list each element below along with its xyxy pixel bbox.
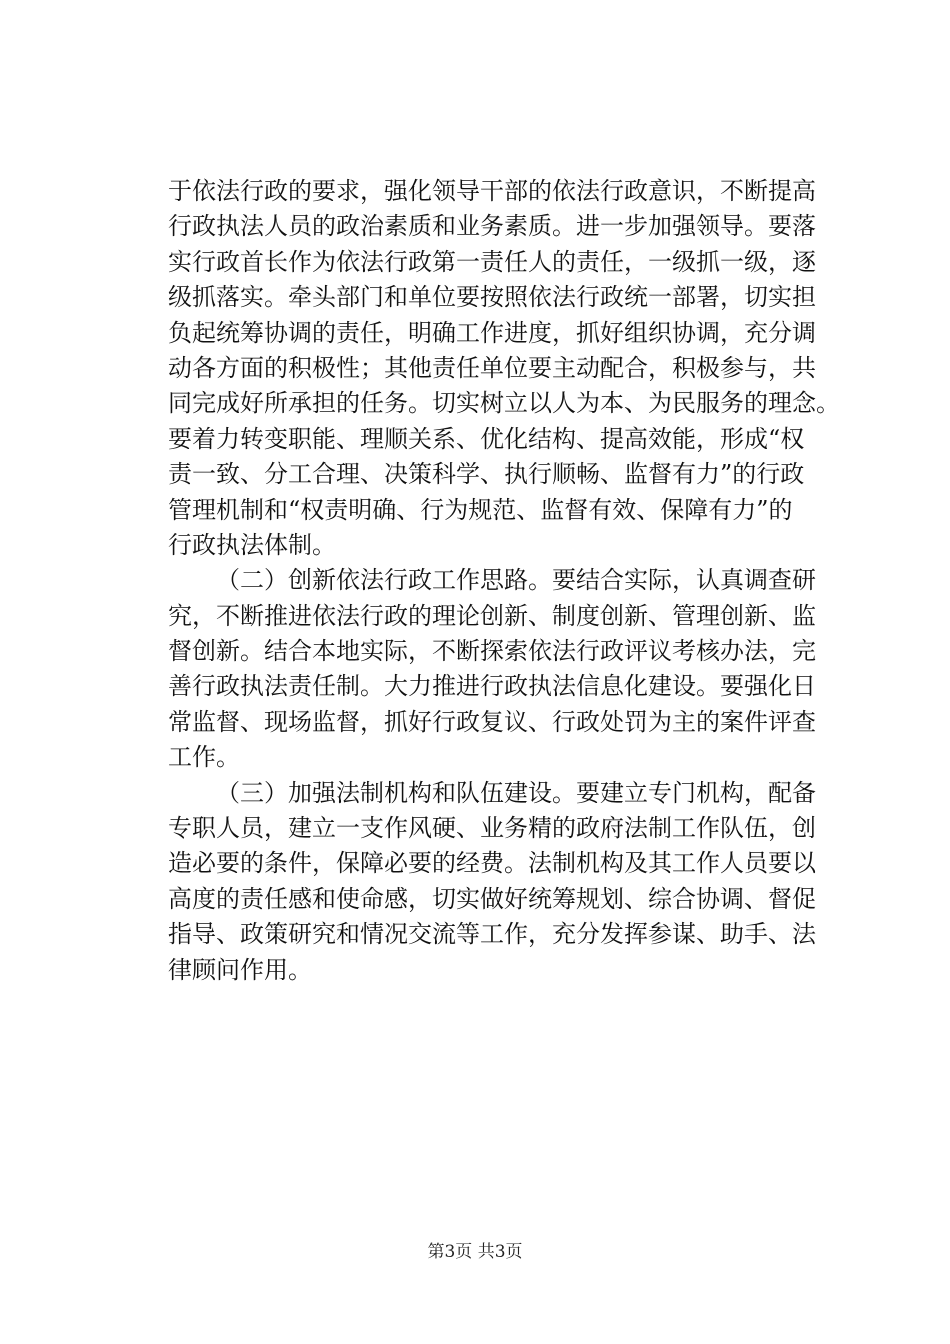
page-number-footer: 第3页 共3页 (427, 1242, 523, 1262)
text-line: 要着力转变职能、理顺关系、优化结构、提高效能，形成“权 (168, 424, 805, 453)
text-line: 善行政执法责任制。大力推进行政执法信息化建设。要强化日 (168, 672, 816, 701)
text-line: 动各方面的积极性；其他责任单位要主动配合，积极参与，共 (168, 353, 816, 382)
text-line: 负起统筹协调的责任，明确工作进度，抓好组织协调，充分调 (168, 318, 816, 347)
document-body (168, 174, 840, 988)
text-line: 究，不断推进依法行政的理论创新、制度创新、管理创新、监 (168, 601, 816, 630)
text-line: 工作。 (168, 743, 240, 772)
text-line: 指导、政策研究和情况交流等工作，充分发挥参谋、助手、法 (168, 920, 816, 949)
text-line: 造必要的条件，保障必要的经费。法制机构及其工作人员要以 (168, 849, 816, 878)
text-line: 专职人员，建立一支作风硬、业务精的政府法制工作队伍，创 (168, 814, 816, 843)
text-line: 级抓落实。牵头部门和单位要按照依法行政统一部署，切实担 (168, 283, 816, 312)
paragraph-heading-line: （二）创新依法行政工作思路。要结合实际，认真调查研 (216, 566, 816, 595)
text-line: 行政执法体制。 (168, 530, 336, 559)
text-line: 高度的责任感和使命感，切实做好统筹规划、综合协调、督促 (168, 884, 816, 913)
text-line: 督创新。结合本地实际，不断探索依法行政评议考核办法，完 (168, 637, 816, 666)
text-line: 管理机制和“权责明确、行为规范、监督有效、保障有力”的 (168, 495, 793, 524)
text-line: 于依法行政的要求，强化领导干部的依法行政意识，不断提高 (168, 177, 816, 205)
paragraph-heading-line: （三）加强法制机构和队伍建设。要建立专门机构，配备 (216, 778, 816, 807)
text-line: 实行政首长作为依法行政第一责任人的责任，一级抓一级，逐 (168, 247, 816, 276)
text-line: 律顾问作用。 (168, 955, 312, 984)
text-line: 同完成好所承担的任务。切实树立以人为本、为民服务的理念。 (168, 389, 840, 418)
text-line: 责一致、分工合理、决策科学、执行顺畅、监督有力”的行政 (168, 460, 805, 489)
text-line: 行政执法人员的政治素质和业务素质。进一步加强领导。要落 (168, 212, 816, 241)
text-line: 常监督、现场监督，抓好行政复议、行政处罚为主的案件评查 (168, 707, 816, 736)
